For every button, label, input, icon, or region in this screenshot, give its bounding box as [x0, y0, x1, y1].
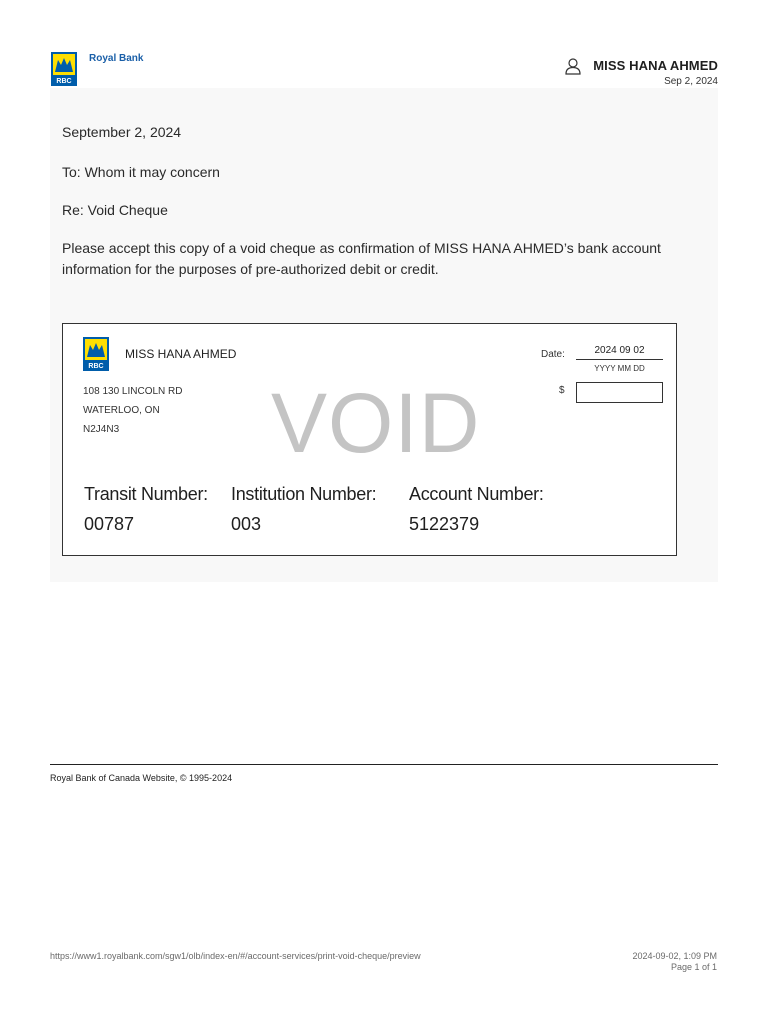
transit-number-value: 00787 — [84, 514, 135, 534]
rbc-logo-icon — [51, 52, 77, 86]
cheque-date-line — [576, 359, 663, 360]
letter-body: Please accept this copy of a void cheque as confirmation of MISS HANA AHMED’s bank account information for the purposes of pre-authorized debit or credit. — [62, 240, 661, 277]
logo-text: RBC — [88, 363, 104, 370]
void-watermark: VOID — [271, 376, 481, 470]
page-number: Page 1 of 1 — [670, 962, 717, 972]
cheque-date-format: YYYY MM DD — [594, 364, 645, 373]
letter-recipient: To: Whom it may concern — [62, 164, 220, 180]
user-icon — [564, 57, 582, 75]
brand-name: Royal Bank — [89, 53, 144, 64]
cheque-amount-box — [576, 382, 663, 403]
cheque-dollar-sign: $ — [559, 385, 565, 396]
footer-divider — [50, 764, 718, 765]
user-name: MISS HANA AHMED — [593, 58, 718, 73]
account-number-value: 5122379 — [409, 514, 480, 534]
account-number-label: Account Number: — [409, 484, 544, 504]
print-timestamp: 2024-09-02, 1:09 PM — [632, 951, 717, 961]
transit-number-label: Transit Number: — [84, 484, 208, 504]
logo-text: RBC — [56, 78, 72, 85]
rbc-logo-icon — [83, 337, 109, 371]
cheque-address-line-1: 108 130 LINCOLN RD — [83, 386, 183, 397]
cheque-address-line-2: WATERLOO, ON — [83, 405, 160, 416]
letter-subject: Re: Void Cheque — [62, 202, 168, 218]
institution-number-value: 003 — [231, 514, 262, 534]
footer-copyright: Royal Bank of Canada Website, © 1995-2024 — [50, 773, 233, 783]
cheque-account-holder: MISS HANA AHMED — [125, 347, 237, 361]
cheque-date-label: Date: — [541, 349, 565, 360]
institution-number-label: Institution Number: — [231, 484, 377, 504]
cheque-address-line-3: N2J4N3 — [83, 424, 120, 435]
letter-date: September 2, 2024 — [62, 124, 182, 140]
print-url: https://www1.royalbank.com/sgw1/olb/index-en/#/account-services/print-void-cheque/preview — [50, 951, 421, 961]
cheque-date-value: 2024 09 02 — [594, 345, 645, 356]
header-date: Sep 2, 2024 — [664, 76, 718, 87]
